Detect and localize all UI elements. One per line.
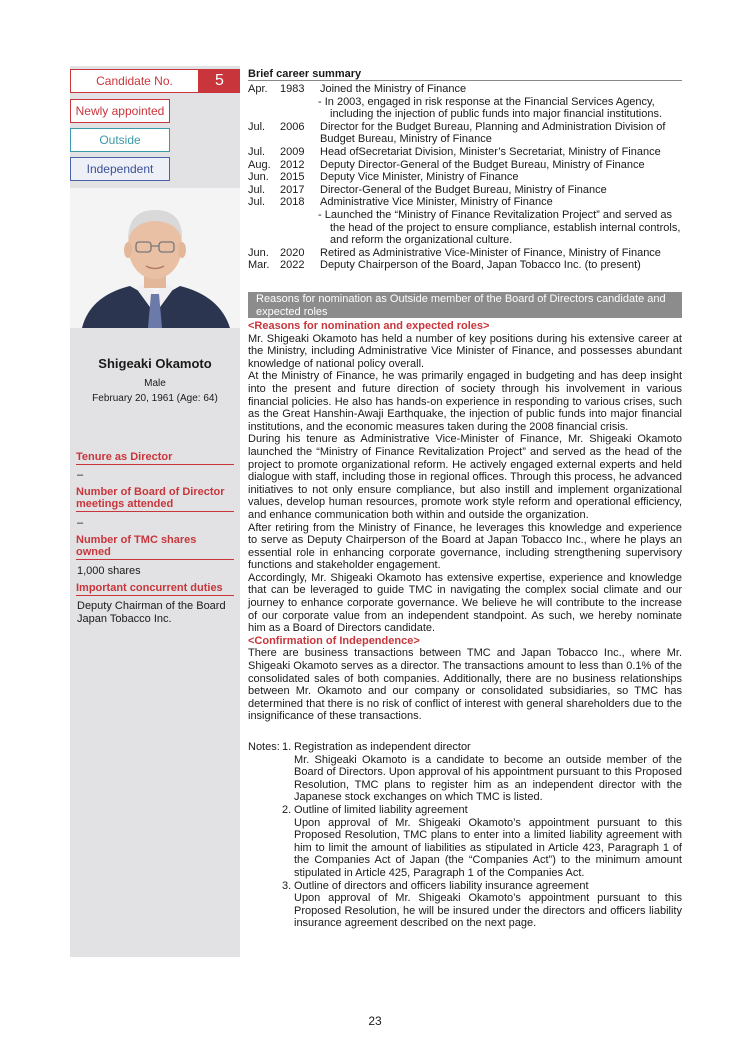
career-text: Head ofSecretariat Division, Minister’s Secretariat, Ministry of Finance	[320, 145, 661, 158]
tag-newly-appointed: Newly appointed	[70, 99, 170, 123]
career-text: Deputy Chairperson of the Board, Japan Tobacco Inc. (to present)	[320, 259, 641, 272]
career-year: 2018	[280, 196, 305, 209]
career-divider	[248, 80, 682, 81]
career-year: 1983	[280, 83, 305, 95]
career-text: Administrative Vice Minister, Ministry of Finance	[320, 196, 553, 209]
page-number: 23	[368, 1014, 382, 1028]
candidate-label: Candidate No.	[70, 69, 199, 93]
reasons-paragraph: After retiring from the Ministry of Finance, he leverages this knowledge and experience to serve as Deputy Chairperson of the Board at Japan Tobacco Inc., where he plays an essential role in enhancing corporate governance, including strengthening supervisory functions and stakeholder engagement.	[248, 521, 682, 572]
note-number: 1.	[282, 741, 292, 753]
career-year: 2006	[280, 120, 305, 133]
reasons-paragraph: Accordingly, Mr. Shigeaki Okamoto has extensive expertise, experience and knowledge that can be leveraged to guide TMC in navigating the complex social climate and our journey to enhance corporate governance. We believe he will contribute to the increase of our corporate value from an independent standpoint. As such, we hereby nominate him as a Board of Directors candidate.	[248, 571, 682, 635]
candidate-portrait	[70, 188, 240, 328]
career-month: Aug.	[248, 158, 271, 171]
career-row	[248, 259, 688, 272]
career-subnote: - Launched the “Ministry of Finance Revitalization Project” and served as	[318, 208, 673, 221]
reasons-paragraph: At the Ministry of Finance, he was primarily engaged in budgeting and has deep insight into the present and future direction of society through his involvement in various financial policies. He also has hands-on experience in responding to various crises, such as the Great Hanshin-Awaji Earthquake, the injection of public funds into major financial institutions, and the economic measures taken during the 2008 financial crisis.	[248, 370, 682, 433]
career-month: Jun.	[248, 246, 269, 259]
tag-independent: Independent	[70, 157, 170, 181]
career-month: Jul.	[248, 183, 266, 196]
reasons-section-bar: Reasons for nomination as Outside member of the Board of Directors candidate and expected roles	[248, 292, 682, 318]
note-heading	[248, 880, 688, 893]
note-number: 2.	[282, 803, 292, 816]
candidate-name: Shigeaki Okamoto	[98, 356, 212, 371]
career-text: Joined the Ministry of Finance	[320, 83, 467, 95]
duties-heading: Important concurrent duties	[76, 582, 234, 596]
duties-value: Deputy Chairman of the Board Japan Tobacco Inc.	[77, 600, 226, 625]
career-month: Jun.	[248, 171, 269, 184]
career-text: Director-General of the Budget Bureau, Ministry of Finance	[320, 183, 607, 196]
career-subnote: - In 2003, engaged in risk response at the Financial Services Agency,	[318, 95, 655, 108]
career-month: Apr.	[248, 83, 268, 95]
independence-heading: <Confirmation of Independence>	[248, 634, 420, 647]
candidate-birthdate: February 20, 1961 (Age: 64)	[92, 393, 218, 404]
reasons-paragraph: Mr. Shigeaki Okamoto has held a number of key positions during his extensive career at the Ministry, including Administrative Vice Minister of Finance, and possesses abundant knowledge of national policy overall.	[248, 332, 682, 370]
career-row	[248, 184, 688, 197]
reasons-content	[248, 320, 682, 723]
note-title: Registration as independent director	[294, 741, 471, 753]
career-list	[248, 83, 688, 272]
notes-label: Notes:	[248, 741, 280, 753]
career-summary-title: Brief career summary	[248, 68, 362, 80]
shares-heading: Number of TMC shares owned	[76, 534, 234, 560]
independence-paragraph: There are business transactions between TMC and Japan Tobacco Inc., where Mr. Shigeaki Okamoto serves as a director. The transactions amount to less than 0.1% of the consolidated sales of both companies. Additionally, there are no business relationships between Mr. Okamoto and our company or consolidated subsidiaries, so TMC has determined that there is no risk of conflict of interest with general shareholders due to the insignificance of these transactions.	[248, 647, 682, 723]
notes-section	[248, 741, 688, 930]
shares-value: 1,000 shares	[77, 565, 141, 577]
career-row	[248, 83, 688, 96]
note-title: Outline of limited liability agreement	[294, 803, 468, 816]
career-month: Jul.	[248, 145, 266, 158]
candidate-number-badge	[70, 69, 240, 93]
portrait-illustration	[70, 188, 240, 328]
career-row	[248, 159, 688, 172]
note-body: Mr. Shigeaki Okamoto is a candidate to become an outside member of the Board of Directors. Upon approval of his appointment pursuant to this Proposed Resolution, TMC plans to register him as an independent director with the Japanese stock exchanges on which TMC is listed.	[294, 753, 682, 804]
career-row	[248, 121, 688, 146]
reasons-heading: <Reasons for nomination and expected roles>	[248, 320, 490, 332]
tenure-heading: Tenure as Director	[76, 451, 234, 465]
career-year: 2015	[280, 171, 305, 184]
candidate-number: 5	[199, 69, 240, 93]
career-month: Mar.	[248, 259, 270, 272]
career-subnote: the head of the project to ensure compliance, establish internal controls, and reform the organizational culture.	[330, 221, 681, 247]
career-year: 2020	[280, 246, 305, 259]
career-year: 2012	[280, 158, 305, 171]
tenure-value: –	[77, 469, 84, 481]
career-year: 2022	[280, 259, 305, 272]
career-text: Deputy Vice Minister, Ministry of Finance	[320, 171, 519, 184]
note-heading	[248, 804, 688, 817]
candidate-gender: Male	[144, 378, 166, 389]
career-text: Deputy Director-General of the Budget Bureau, Ministry of Finance	[320, 158, 645, 171]
career-row	[248, 196, 688, 209]
career-row	[248, 146, 688, 159]
career-year: 2017	[280, 183, 305, 196]
career-row	[248, 171, 688, 184]
meetings-heading: Number of Board of Director meetings attended	[76, 486, 234, 512]
reasons-paragraph: During his tenure as Administrative Vice-Minister of Finance, Mr. Shigeaki Okamoto launched the “Ministry of Finance Revitalization Project” and served as the head of the project to promote organizational reform. He actively engaged external experts and held dialogue with staff, including those in regional offices. Through this process, he advanced initiatives to not only ensure compliance, but also instill and implement organizational values, develop human resources, promote work style reform and operational efficiency, and enhance communication both within and outside the organization.	[248, 433, 682, 521]
note-title: Outline of directors and officers liability insurance agreement	[294, 879, 589, 892]
career-text: Retired as Administrative Vice-Minister of Finance, Ministry of Finance	[320, 246, 661, 259]
career-subnote: including the injection of public funds into major financial institutions.	[330, 108, 663, 121]
career-row	[248, 247, 688, 260]
note-number: 3.	[282, 879, 292, 892]
note-body: Upon approval of Mr. Shigeaki Okamoto’s appointment pursuant to this Proposed Resolution, TMC plans to enter into a limited liability agreement with him to limit the amount of liabilities as stipulated in Article 423, Paragraph 1 of the Companies Act of Japan (the “Companies Act”) to the minimum amount stipulated in Article 425, Paragraph 1 of the Companies Act.	[294, 816, 682, 879]
note-body: Upon approval of Mr. Shigeaki Okamoto’s appointment pursuant to this Proposed Resolution, he will be insured under the directors and officers liability insurance agreement described on the next page.	[294, 892, 682, 930]
career-text: Director for the Budget Bureau, Planning and Administration Division of Budget Bureau, Ministry of Finance	[320, 120, 666, 146]
meetings-value: –	[77, 517, 84, 529]
career-year: 2009	[280, 145, 305, 158]
career-month: Jul.	[248, 196, 266, 209]
note-heading	[248, 741, 688, 754]
tag-outside: Outside	[70, 128, 170, 152]
career-month: Jul.	[248, 120, 266, 133]
